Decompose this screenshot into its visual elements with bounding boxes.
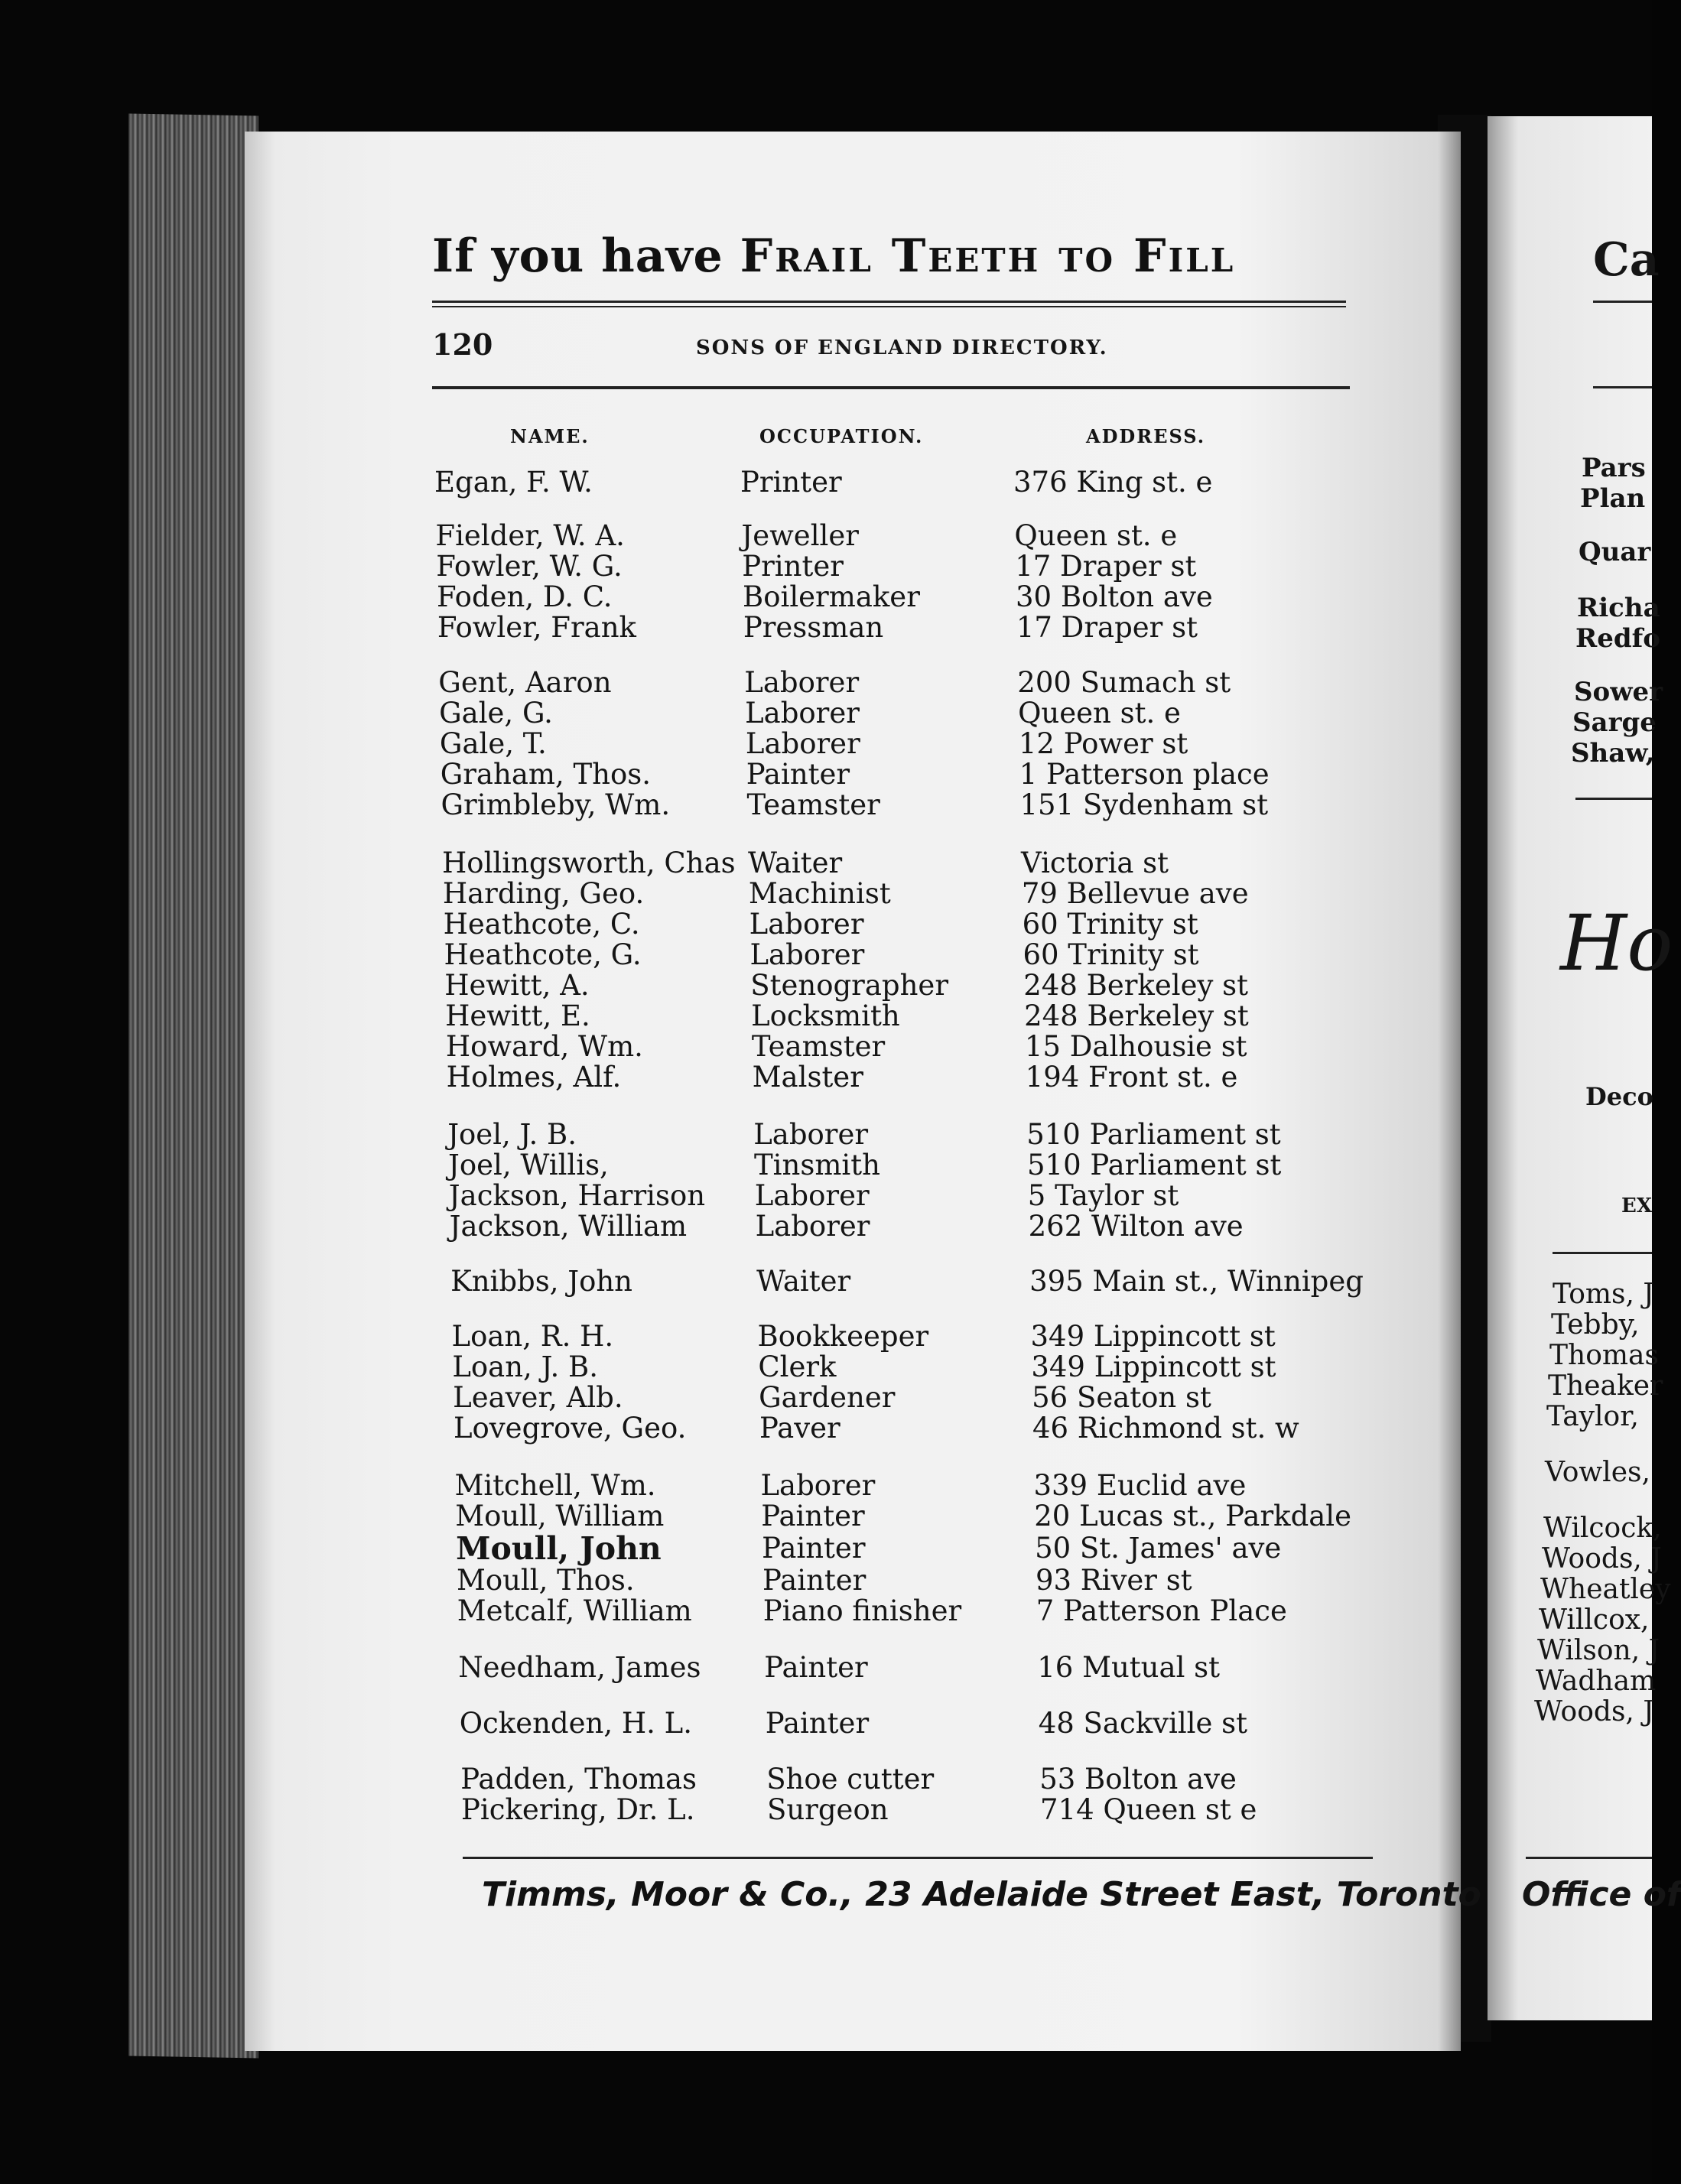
entry-occupation: Painter [765,1707,870,1740]
entry-address: 1 Patterson place [1019,758,1270,791]
facing-name-fragment: Woods, J [1542,1543,1662,1575]
entry-address: 262 Wilton ave [1028,1210,1244,1243]
entry-name: Holmes, Alf. [446,1061,622,1094]
entry-occupation: Laborer [754,1179,870,1212]
directory-entry [439,697,1387,730]
entry-occupation: Laborer [755,1210,870,1243]
facing-section-rule [1575,798,1652,800]
entry-occupation: Laborer [745,727,860,760]
entry-address: 248 Berkeley st [1023,969,1248,1002]
directory-entry [440,728,1388,760]
entry-address: 46 Richmond st. w [1032,1412,1299,1445]
entry-address: 194 Front st. e [1025,1061,1238,1094]
facing-name-fragment: Wilcock, [1543,1513,1662,1544]
facing-name-fragment: Wilson, J [1537,1635,1660,1666]
entry-occupation: Painter [764,1651,868,1684]
directory-entry [458,1652,1406,1684]
entry-occupation: Surgeon [767,1793,889,1826]
entry-name: Pickering, Dr. L. [461,1793,695,1826]
directory-entry [454,1412,1402,1445]
facing-header-fragment: Ca [1593,233,1660,287]
entry-name: Moull, John [456,1530,662,1567]
entry-address: 200 Sumach st [1017,666,1231,699]
directory-entry [452,1351,1400,1383]
entry-name: Gale, T. [439,727,547,760]
entry-name: Fowler, Frank [437,611,636,644]
entry-occupation: Piano finisher [762,1594,962,1627]
directory-entry [443,878,1391,910]
directory-entry [454,1470,1403,1502]
entry-name: Graham, Thos. [440,758,652,791]
entry-name: Heathcote, C. [443,908,640,941]
facing-name-fragment: Quar [1579,537,1651,567]
facing-name-fragment: Wadham [1536,1666,1657,1697]
facing-name-fragment: Woods, J [1534,1696,1654,1727]
directory-entry [444,939,1392,971]
facing-name-fragment: Thomas [1549,1340,1659,1371]
entry-name: Lovegrove, Geo. [453,1412,687,1445]
advert-header-lead: If you have [432,229,723,283]
entry-occupation: Laborer [753,1118,869,1151]
entry-address: 48 Sackville st [1038,1707,1248,1740]
directory-entry [457,1595,1406,1627]
directory-entry [450,1211,1398,1243]
entry-name: Fowler, W. G. [436,550,623,583]
entry-address: 60 Trinity st [1023,938,1199,971]
directory-entry [442,847,1390,879]
entry-occupation: Teamster [746,788,880,821]
directory-entry [450,1266,1399,1298]
entry-address: 339 Euclid ave [1033,1469,1247,1502]
entry-occupation: Painter [762,1564,867,1597]
entry-occupation: Boilermaker [743,580,920,613]
entry-occupation: Stenographer [750,969,949,1002]
entry-name: Grimbleby, Wm. [441,788,671,821]
directory-entry [449,1180,1397,1212]
directory-entry [435,520,1383,552]
facing-name-fragment: Plan [1580,483,1646,514]
entry-address: 53 Bolton ave [1039,1763,1237,1796]
entry-occupation: Waiter [756,1265,851,1298]
entry-occupation: Painter [761,1500,865,1532]
column-header-name: NAME. [510,425,590,447]
entry-address: 5 Taylor st [1027,1179,1179,1212]
entry-occupation: Laborer [744,666,860,699]
directory-entry [456,1532,1404,1565]
directory-entry [437,612,1386,644]
entry-name: Joel, Willis, [448,1149,609,1181]
entry-occupation: Laborer [749,908,864,941]
entry-name: Gale, G. [439,697,553,730]
entry-occupation: Printer [742,550,844,583]
entry-name: Loan, R. H. [451,1320,614,1353]
entry-name: Harding, Geo. [442,877,645,910]
entry-address: 349 Lippincott st [1030,1320,1276,1353]
facing-deco-fragment: Deco [1585,1082,1653,1111]
facing-footer-fragment: Office of [1522,1875,1681,1914]
directory-entry [444,908,1392,941]
entry-address: 56 Seaton st [1032,1381,1211,1414]
entry-address: 248 Berkeley st [1024,999,1249,1032]
facing-list-rule [1553,1252,1652,1254]
entry-address: 15 Dalhousie st [1024,1030,1247,1063]
directory-entry [448,1149,1396,1181]
advert-header-emphasis: Frail Teeth to Fill [740,229,1236,283]
entry-name: Heathcote, G. [444,938,642,971]
entry-name: Moull, Thos. [456,1564,635,1597]
entry-occupation: Jeweller [741,519,859,552]
directory-entry [444,970,1393,1002]
entry-name: Hewitt, E. [445,999,590,1032]
entry-occupation: Pressman [743,611,884,644]
entry-address: 510 Parliament st [1027,1149,1282,1181]
entry-name: Egan, F. W. [434,466,593,499]
entry-name: Needham, James [458,1651,701,1684]
entry-address: Victoria st [1021,847,1169,879]
facing-name-fragment: Vowles, [1545,1457,1650,1488]
directory-entry [441,789,1390,821]
entry-address: 12 Power st [1018,727,1188,760]
facing-name-fragment: Tebby, [1551,1309,1640,1341]
entry-address: 151 Sydenham st [1019,788,1269,821]
entry-name: Ockenden, H. L. [459,1707,692,1740]
facing-name-fragment: Taylor, [1546,1401,1639,1432]
entry-name: Foden, D. C. [437,580,613,613]
entry-occupation: Malster [752,1061,863,1094]
directory-entry [434,466,1383,499]
entry-address: 714 Queen st e [1040,1793,1257,1826]
directory-entry [446,1031,1394,1063]
facing-name-fragment: Richa [1577,593,1660,623]
entry-name: Jackson, William [449,1210,688,1243]
entry-address: 395 Main st., Winnipeg [1029,1265,1364,1298]
directory-entry [445,1000,1393,1032]
facing-name-fragment: Theaker [1548,1370,1663,1402]
entry-address: 376 King st. e [1013,466,1213,499]
directory-entry [460,1708,1408,1740]
entry-address: 20 Lucas st., Parkdale [1034,1500,1352,1532]
facing-name-fragment: Willcox, [1539,1604,1650,1636]
entry-occupation: Locksmith [751,999,900,1032]
entry-occupation: Tinsmith [754,1149,880,1181]
facing-ex-fragment: EX [1621,1194,1652,1217]
directory-entry [453,1382,1401,1414]
facing-title-rule [1593,386,1652,388]
footer-rule [463,1857,1373,1859]
facing-name-fragment: Sarge [1572,707,1657,738]
entry-address: 93 River st [1035,1564,1192,1597]
directory-entry [457,1565,1405,1597]
entry-address: 79 Bellevue ave [1021,877,1249,910]
facing-name-fragment: Shaw, [1571,738,1655,769]
facing-name-fragment: Pars [1582,453,1646,483]
entry-occupation: Bookkeeper [757,1320,929,1353]
facing-name-fragment: Wheatley [1540,1574,1671,1605]
entry-address: 510 Parliament st [1026,1118,1281,1151]
column-header-occupation: OCCUPATION. [759,425,924,447]
entry-name: Mitchell, Wm. [454,1469,656,1502]
directory-entry [436,551,1384,583]
directory-entry [437,581,1385,613]
entry-name: Hewitt, A. [444,969,590,1002]
entry-occupation: Painter [762,1532,866,1565]
entry-address: Queen st. e [1014,519,1178,552]
facing-name-fragment: Sower [1574,677,1663,707]
directory-entry [461,1794,1410,1826]
directory-entry [441,759,1389,791]
entry-address: 349 Lippincott st [1031,1350,1276,1383]
directory-entry [438,667,1387,699]
entry-occupation: Clerk [758,1350,837,1383]
entry-occupation: Painter [746,758,850,791]
entry-name: Metcalf, William [457,1594,692,1627]
entry-name: Leaver, Alb. [453,1381,623,1414]
entry-name: Fielder, W. A. [435,519,625,552]
entry-address: 17 Draper st [1016,611,1198,644]
entry-name: Padden, Thomas [460,1763,697,1796]
entry-name: Knibbs, John [450,1265,633,1298]
entry-address: Queen st. e [1018,697,1181,730]
footer-advert: Timms, Moor & Co., 23 Adelaide Street East, Toronto [482,1875,1481,1914]
entry-name: Joel, J. B. [447,1118,577,1151]
facing-footer-rule [1526,1857,1652,1859]
entry-address: 50 St. James' ave [1035,1532,1282,1565]
entry-name: Howard, Wm. [445,1030,643,1063]
page-number: 120 [432,327,493,362]
directory-entry [455,1500,1403,1532]
entry-name: Hollingsworth, Chas [442,847,736,879]
entry-address: 7 Patterson Place [1036,1594,1287,1627]
running-title: SONS OF ENGLAND DIRECTORY. [696,336,1108,359]
facing-name-fragment: Redfo [1575,623,1660,654]
entry-name: Loan, J. B. [452,1350,599,1383]
entry-name: Moull, William [455,1500,665,1532]
entry-occupation: Waiter [748,847,843,879]
entry-occupation: Shoe cutter [766,1763,935,1796]
facing-script-fragment: Ho [1560,899,1673,988]
entry-occupation: Laborer [760,1469,876,1502]
entry-occupation: Printer [740,466,842,499]
entry-occupation: Machinist [748,877,891,910]
entry-address: 17 Draper st [1015,550,1197,583]
entry-address: 60 Trinity st [1022,908,1198,941]
entry-occupation: Laborer [745,697,860,730]
facing-name-fragment: Toms, J [1553,1279,1654,1310]
entry-address: 16 Mutual st [1037,1651,1221,1684]
entry-occupation: Teamster [751,1030,886,1063]
entry-occupation: Laborer [749,938,865,971]
entry-name: Jackson, Harrison [448,1179,706,1212]
entry-address: 30 Bolton ave [1016,580,1213,613]
directory-entry [447,1119,1396,1151]
directory-entry [460,1763,1409,1796]
entry-occupation: Gardener [759,1381,896,1414]
entry-occupation: Paver [759,1412,840,1445]
facing-header-rule [1593,301,1652,303]
directory-entry [447,1061,1395,1094]
column-header-address: ADDRESS. [1086,425,1206,447]
entry-name: Gent, Aaron [438,666,612,699]
directory-entry [452,1321,1400,1353]
